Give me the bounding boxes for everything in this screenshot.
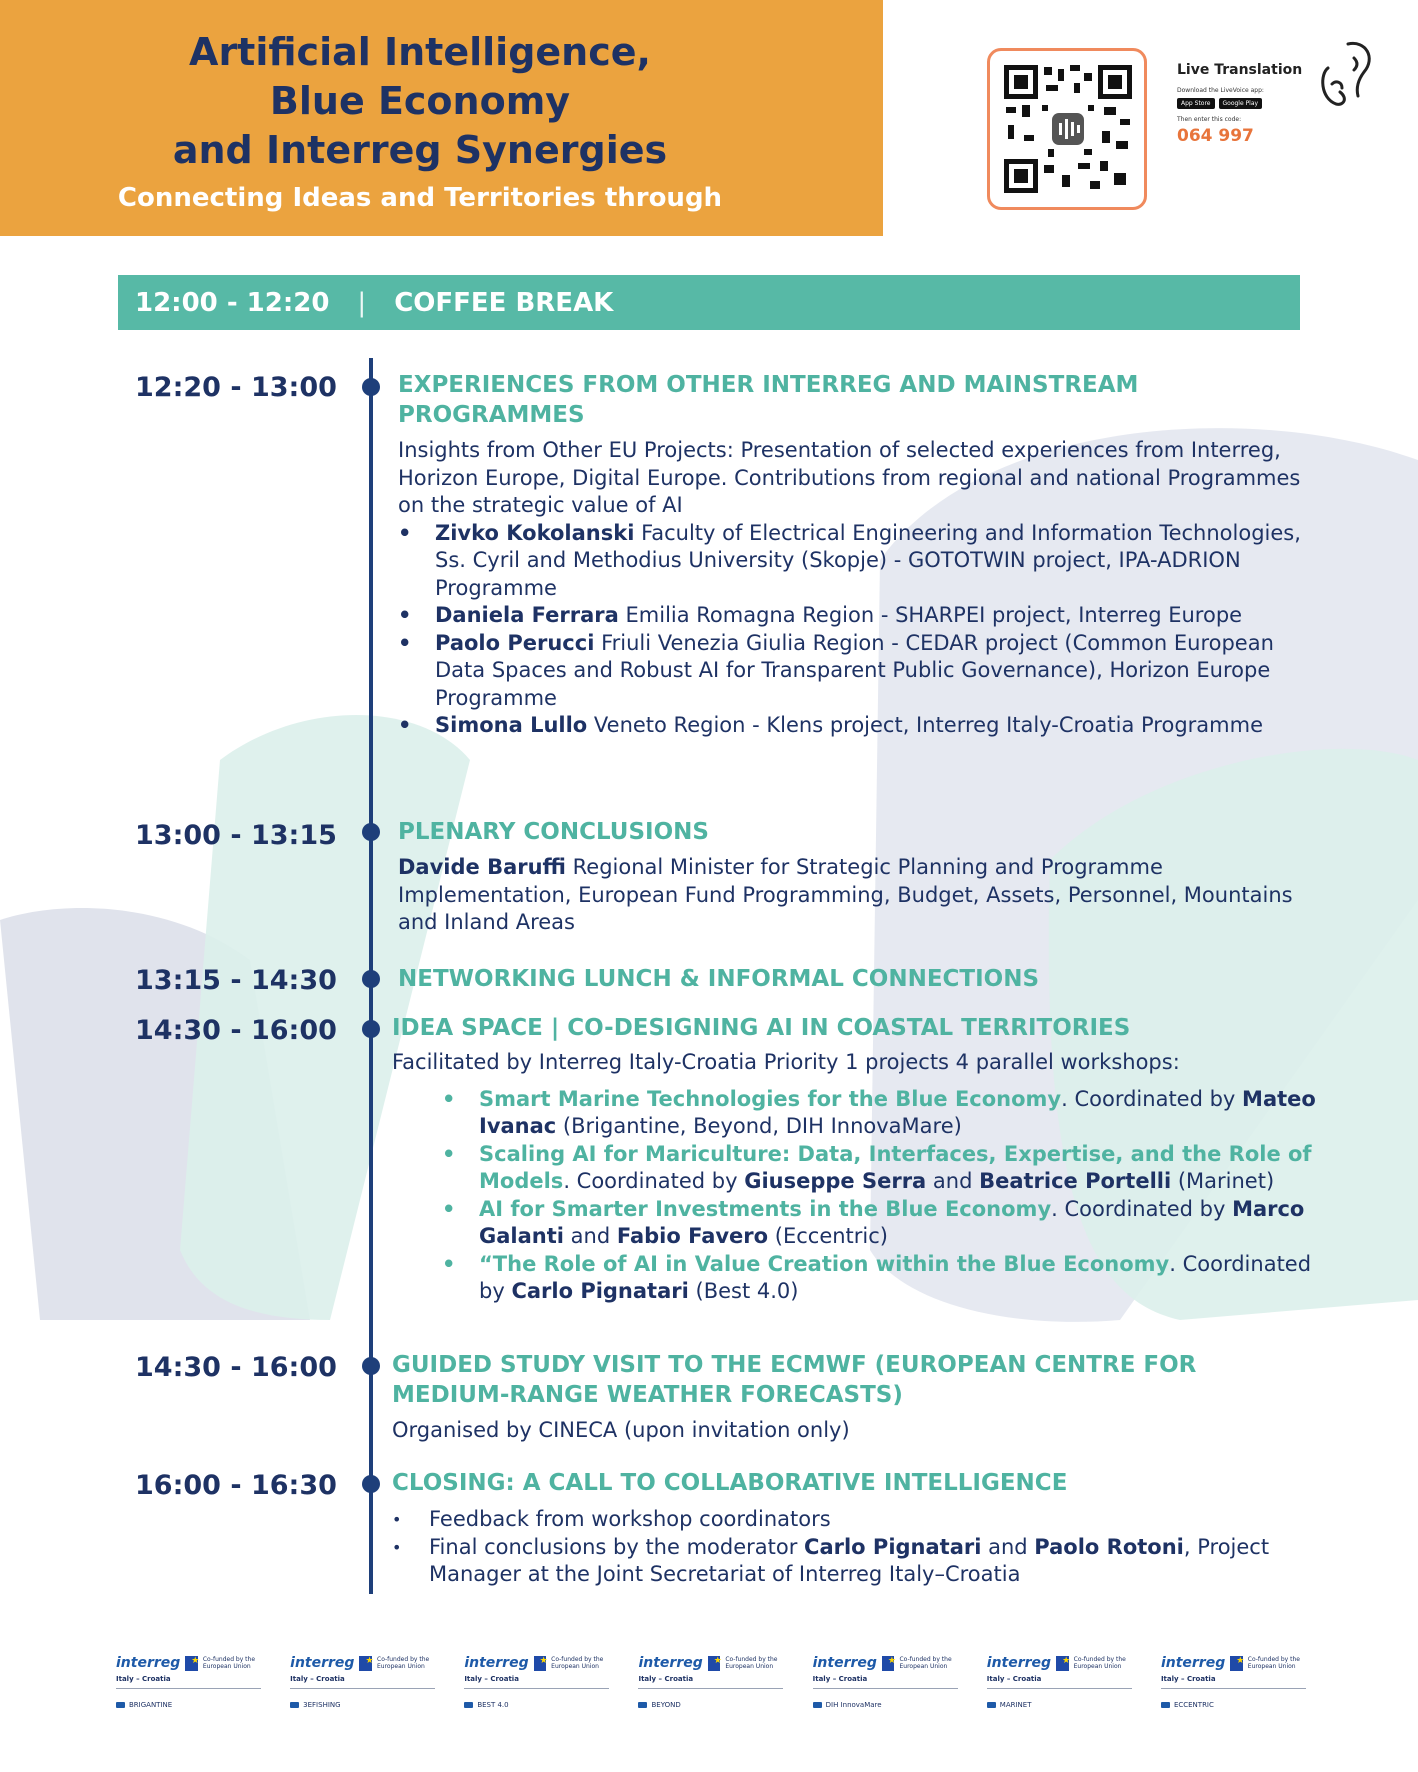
divider bbox=[813, 1688, 958, 1689]
interreg-logo: interreg bbox=[812, 1655, 877, 1671]
session-desc bbox=[398, 854, 1318, 937]
workshop-title: “The Role of AI in Value Creation within the Blue Economy bbox=[479, 1251, 1170, 1276]
region-text: Italy – Croatia bbox=[464, 1675, 519, 1683]
speaker-name: Simona Lullo bbox=[435, 713, 588, 737]
session-desc: Organised by CINECA (upon invitation only) bbox=[392, 1418, 850, 1442]
interreg-logo: interreg bbox=[116, 1655, 181, 1671]
coordinator-name: Giuseppe Serra bbox=[744, 1169, 927, 1193]
project-name: BEYOND bbox=[651, 1701, 681, 1709]
project-name: 3EFISHING bbox=[303, 1701, 341, 1709]
session-title: IDEA SPACE | CO-DESIGNING AI IN COASTAL TERRITORIES bbox=[392, 1015, 1131, 1041]
interreg-logo: interreg bbox=[638, 1655, 703, 1671]
session-time: 12:20 - 13:00 bbox=[135, 372, 337, 403]
session-title: CLOSING: A CALL TO COLLABORATIVE INTELLIGENCE bbox=[392, 1470, 1068, 1496]
eu-flag-icon bbox=[882, 1656, 895, 1671]
project-name: BEST 4.0 bbox=[477, 1701, 509, 1709]
project-mark-icon bbox=[987, 1702, 996, 1708]
session-intro: Insights from Other EU Projects: Presentation of selected experiences from Interreg, Horizon Europe, Digital Europe. Contributions from regional and national Programmes on the strategic value of AI bbox=[398, 438, 1301, 517]
cofunded-text: Co-funded by the European Union bbox=[202, 1656, 256, 1670]
workshop-projects: (Eccentric) bbox=[768, 1224, 888, 1248]
event-title: Artificial Intelligence, Blue Economy and Interreg Synergies bbox=[172, 30, 668, 172]
qr-code[interactable] bbox=[987, 48, 1147, 210]
cofunded-text: Co-funded by the European Union bbox=[1247, 1656, 1300, 1670]
session-time: 13:00 - 13:15 bbox=[135, 820, 337, 851]
project-name: MARINET bbox=[999, 1701, 1032, 1709]
workshop-item bbox=[442, 1196, 1322, 1251]
coordinator-name: Marco Galanti bbox=[479, 1196, 1305, 1248]
project-mark-icon bbox=[290, 1702, 299, 1708]
timeline-dot bbox=[362, 970, 380, 988]
speaker-desc: Regional Minister for Strategic Planning and Programme Implementation, European Fund Programming, Budget, Assets, Personnel, Mountains and Inland Areas bbox=[398, 855, 1293, 934]
ear-icon bbox=[1318, 38, 1376, 110]
workshop-projects: (Brigantine, Beyond, DIH InnovaMare) bbox=[556, 1114, 962, 1138]
workshop-item bbox=[442, 1086, 1322, 1141]
region-text: Italy – Croatia bbox=[638, 1675, 694, 1683]
speaker-item bbox=[398, 630, 1318, 713]
session-time: 16:00 - 16:30 bbox=[135, 1470, 337, 1501]
project-mark-icon bbox=[464, 1702, 473, 1708]
qr-code-icon bbox=[1004, 65, 1132, 193]
app-store-badge[interactable]: App Store bbox=[1177, 98, 1215, 109]
closing-item: • Feedback from workshop coordinators bbox=[392, 1506, 1312, 1534]
timeline-dot bbox=[362, 1020, 380, 1038]
session-idea-space bbox=[392, 1013, 1322, 1306]
partner-logos bbox=[116, 1655, 1306, 1735]
session-title: EXPERIENCES FROM OTHER INTERREG AND MAINSTREAM PROGRAMMES bbox=[398, 372, 1139, 428]
workshop-list bbox=[442, 1086, 1322, 1306]
timeline-dot bbox=[362, 823, 380, 841]
project-name: DIH InnovaMare bbox=[825, 1701, 882, 1709]
workshop-item bbox=[442, 1251, 1322, 1306]
workshop-projects: (Best 4.0) bbox=[688, 1279, 799, 1303]
workshop-text: and bbox=[563, 1224, 617, 1248]
project-name: ECCENTRIC bbox=[1173, 1701, 1214, 1709]
speaker-item bbox=[398, 602, 1318, 630]
session-experiences bbox=[398, 370, 1318, 740]
person-name: Paolo Rotoni bbox=[1034, 1534, 1184, 1559]
session-title: GUIDED STUDY VISIT TO THE ECMWF (EUROPEAN CENTRE FOR MEDIUM-RANGE WEATHER FORECASTS) bbox=[392, 1352, 1197, 1408]
project-mark-icon bbox=[1161, 1702, 1170, 1708]
speaker-desc: Emilia Romagna Region - SHARPEI project, Interreg Europe bbox=[618, 603, 1243, 627]
partner-logo bbox=[638, 1655, 783, 1735]
divider bbox=[1161, 1688, 1306, 1689]
speaker-name: Davide Baruffi bbox=[398, 855, 566, 879]
cofunded-text: Co-funded by the European Union bbox=[725, 1656, 778, 1670]
live-translation-title: Live Translation bbox=[1177, 62, 1303, 78]
timeline-dot bbox=[362, 1357, 380, 1375]
coffee-time: 12:00 - 12:20 bbox=[135, 287, 330, 318]
session-lunch bbox=[398, 964, 1318, 994]
cofunded-text: Co-funded by the European Union bbox=[1073, 1656, 1126, 1670]
speaker-name: Zivko Kokolanski bbox=[435, 520, 635, 545]
region-text: Italy – Croatia bbox=[116, 1675, 171, 1683]
coffee-break-bar bbox=[118, 275, 1300, 330]
workshop-text: and bbox=[926, 1169, 980, 1193]
divider bbox=[290, 1688, 435, 1689]
interreg-logo: interreg bbox=[986, 1655, 1052, 1671]
eu-flag-icon bbox=[359, 1656, 372, 1671]
speaker-item bbox=[398, 520, 1318, 603]
speaker-name: Daniela Ferrara bbox=[435, 603, 619, 627]
project-name: BRIGANTINE bbox=[129, 1701, 173, 1709]
enter-code-text: Then enter this code: bbox=[1177, 116, 1242, 123]
region-text: Italy – Croatia bbox=[1160, 1675, 1216, 1683]
timeline-dot bbox=[362, 378, 380, 396]
header-banner bbox=[0, 0, 883, 236]
eu-flag-icon bbox=[534, 1656, 547, 1671]
divider bbox=[116, 1688, 261, 1689]
partner-logo bbox=[116, 1655, 261, 1735]
workshop-projects: (Marinet) bbox=[1171, 1169, 1275, 1193]
workshop-title: AI for Smarter Investments in the Blue Economy bbox=[479, 1196, 1052, 1221]
workshop-text: . Coordinated by bbox=[563, 1169, 745, 1193]
closing-text: Final conclusions by the moderator bbox=[429, 1534, 805, 1559]
cofunded-text: Co-funded by the European Union bbox=[377, 1656, 430, 1670]
workshop-text: . Coordinated by bbox=[479, 1251, 1312, 1303]
closing-text: and bbox=[981, 1534, 1035, 1559]
workshop-title: Smart Marine Technologies for the Blue Economy bbox=[479, 1086, 1062, 1111]
coffee-separator: | bbox=[357, 287, 367, 318]
partner-logo bbox=[987, 1655, 1132, 1735]
region-text: Italy – Croatia bbox=[290, 1675, 345, 1683]
eu-flag-icon bbox=[1230, 1656, 1243, 1671]
translation-code: 064 997 bbox=[1177, 126, 1254, 146]
coordinator-name: Fabio Favero bbox=[616, 1224, 769, 1248]
interreg-logo: interreg bbox=[290, 1655, 355, 1671]
speaker-list bbox=[398, 520, 1318, 740]
partner-logo bbox=[1161, 1655, 1306, 1735]
closing-list bbox=[392, 1506, 1312, 1589]
session-intro: Facilitated by Interreg Italy-Croatia Priority 1 projects 4 parallel workshops: bbox=[392, 1050, 1180, 1074]
session-time: 14:30 - 16:00 bbox=[135, 1015, 337, 1046]
google-play-badge[interactable]: Google Play bbox=[1219, 98, 1263, 109]
speaker-desc: Veneto Region - Klens project, Interreg Italy-Croatia Programme bbox=[587, 713, 1263, 737]
eu-flag-icon bbox=[185, 1656, 198, 1671]
region-text: Italy – Croatia bbox=[986, 1675, 1042, 1683]
project-mark-icon bbox=[116, 1702, 125, 1708]
person-name: Carlo Pignatari bbox=[804, 1534, 982, 1559]
speaker-item bbox=[398, 712, 1318, 740]
timeline-dot bbox=[362, 1475, 380, 1493]
workshop-item bbox=[442, 1141, 1322, 1196]
session-time: 13:15 - 14:30 bbox=[135, 965, 337, 996]
cofunded-text: Co-funded by the European Union bbox=[899, 1656, 952, 1670]
coordinator-name: Beatrice Portelli bbox=[979, 1169, 1172, 1193]
closing-text: , Project Manager at the Joint Secretariat of Interreg Italy–Croatia bbox=[429, 1534, 1270, 1586]
interreg-logo: interreg bbox=[1160, 1655, 1226, 1671]
region-text: Italy – Croatia bbox=[812, 1675, 868, 1683]
session-title: PLENARY CONCLUSIONS bbox=[398, 819, 709, 845]
workshop-title: Scaling AI for Mariculture: Data, Interfaces, Expertise, and the Role of Models bbox=[479, 1141, 1312, 1193]
event-subtitle: Connecting Ideas and Territories through bbox=[117, 183, 723, 213]
speaker-desc: Faculty of Electrical Engineering and Information Technologies, Ss. Cyril and Methodius University (Skopje) - GOTOTWIN project, IPA-ADRION Programme bbox=[435, 520, 1301, 600]
session-closing bbox=[392, 1468, 1312, 1589]
live-translation-info bbox=[1177, 62, 1302, 146]
divider bbox=[638, 1688, 783, 1689]
coordinator-name: Mateo Ivanac bbox=[479, 1086, 1316, 1138]
divider bbox=[464, 1688, 609, 1689]
partner-logo bbox=[464, 1655, 609, 1735]
eu-flag-icon bbox=[708, 1656, 721, 1671]
session-title: NETWORKING LUNCH & INFORMAL CONNECTIONS bbox=[398, 966, 1040, 992]
download-text: Download the LiveVoice app: bbox=[1177, 87, 1264, 94]
speaker-desc: Friuli Venezia Giulia Region - CEDAR project (Common European Data Spaces and Robust AI for Transparent Public Governance), Horizon Europe Programme bbox=[435, 630, 1274, 710]
partner-logo bbox=[813, 1655, 958, 1735]
partner-logo bbox=[290, 1655, 435, 1735]
closing-item bbox=[392, 1534, 1312, 1589]
eu-flag-icon bbox=[1056, 1656, 1069, 1671]
interreg-logo: interreg bbox=[464, 1655, 529, 1671]
project-mark-icon bbox=[813, 1702, 822, 1708]
workshop-text: . Coordinated by bbox=[1051, 1196, 1233, 1221]
session-plenary bbox=[398, 817, 1318, 937]
speaker-name: Paolo Perucci bbox=[435, 630, 595, 655]
coordinator-name: Carlo Pignatari bbox=[511, 1279, 689, 1303]
workshop-text: . Coordinated by bbox=[1061, 1086, 1243, 1111]
session-time: 14:30 - 16:00 bbox=[135, 1352, 337, 1383]
divider bbox=[987, 1688, 1132, 1689]
session-study-visit bbox=[392, 1350, 1272, 1445]
project-mark-icon bbox=[638, 1702, 647, 1708]
coffee-title: COFFEE BREAK bbox=[394, 287, 614, 318]
cofunded-text: Co-funded by the European Union bbox=[551, 1656, 604, 1670]
